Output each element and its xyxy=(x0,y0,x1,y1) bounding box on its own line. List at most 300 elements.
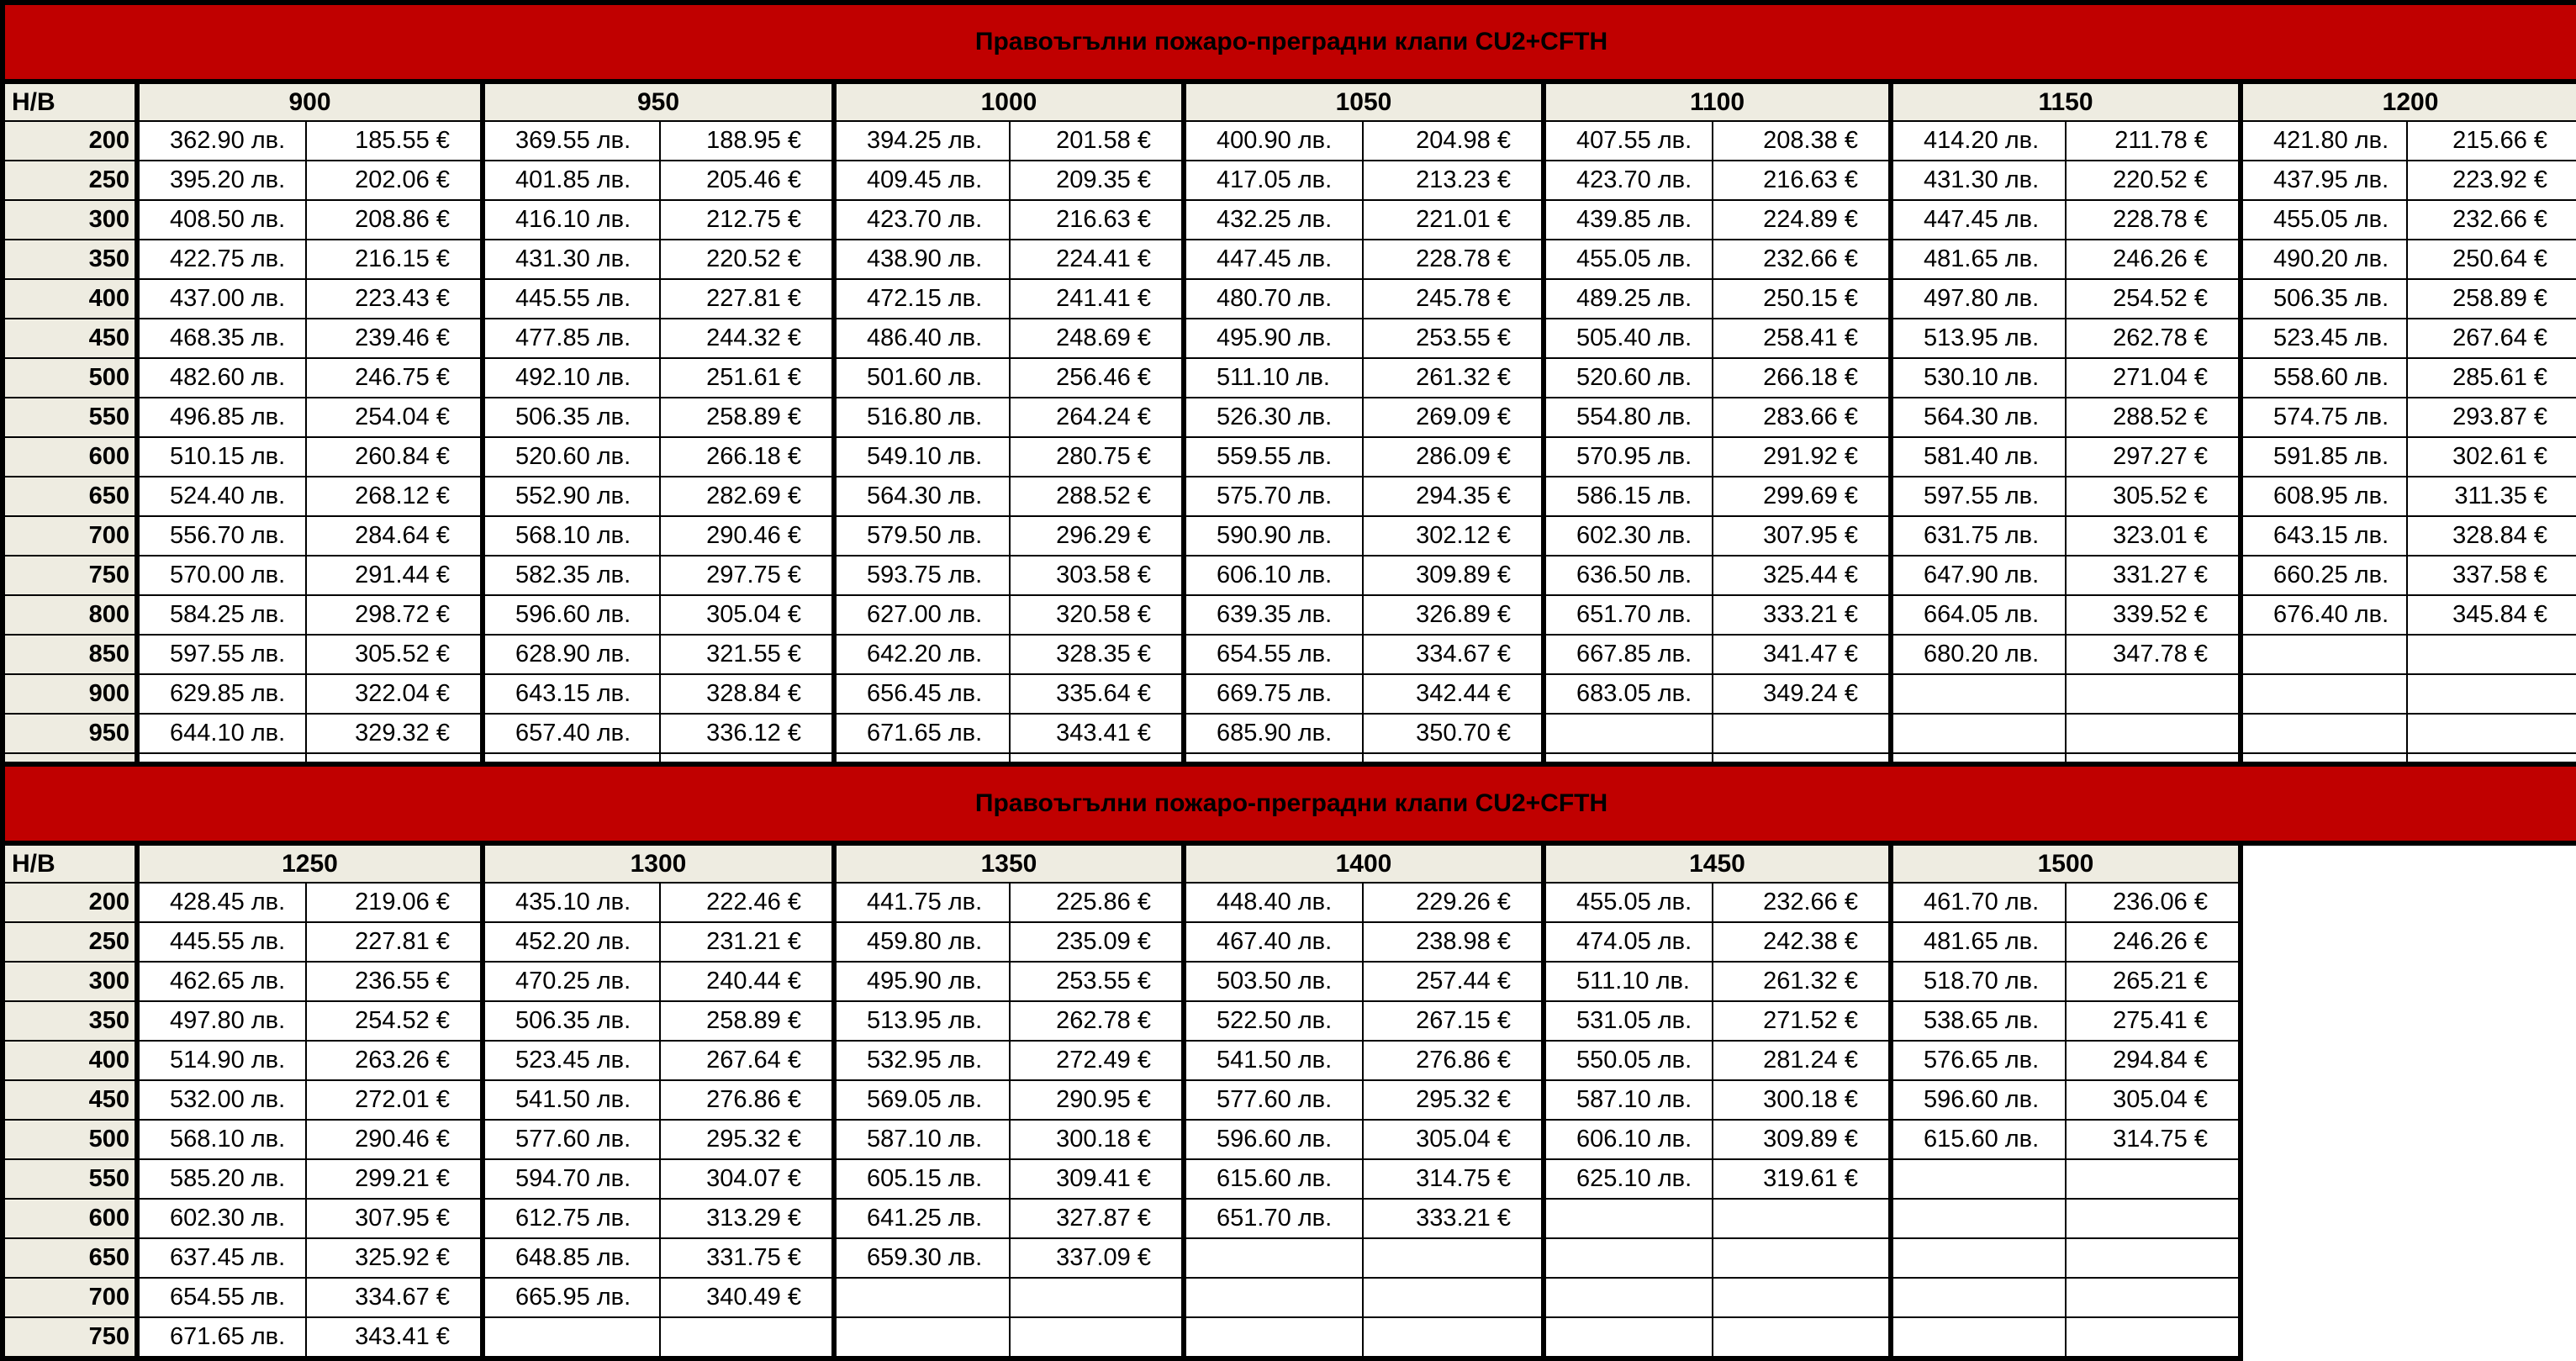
price-bgn-cell: 526.30 лв. xyxy=(1184,398,1363,437)
price-bgn-cell: 596.60 лв. xyxy=(1891,1080,2066,1120)
price-eur-cell: 314.75 € xyxy=(1363,1159,1544,1199)
price-bgn-cell: 642.20 лв. xyxy=(834,635,1010,674)
price-bgn-cell: 587.10 лв. xyxy=(834,1120,1010,1159)
price-bgn-cell: 506.35 лв. xyxy=(2241,279,2407,319)
price-bgn-cell: 671.65 лв. xyxy=(834,714,1010,753)
price-bgn-cell xyxy=(834,1278,1010,1317)
price-eur-cell: 231.21 € xyxy=(660,922,834,962)
price-bgn-cell: 538.65 лв. xyxy=(1891,1001,2066,1041)
corner-label: H/B xyxy=(3,82,137,121)
price-bgn-cell: 606.10 лв. xyxy=(1544,1120,1713,1159)
price-eur-cell: 253.55 € xyxy=(1363,319,1544,358)
price-eur-cell: 276.86 € xyxy=(660,1080,834,1120)
price-bgn-cell: 461.70 лв. xyxy=(1891,883,2066,922)
price-eur-cell: 227.81 € xyxy=(660,279,834,319)
price-eur-cell: 224.41 € xyxy=(1010,240,1184,279)
price-bgn-cell: 602.30 лв. xyxy=(137,1199,306,1238)
price-eur-cell: 223.43 € xyxy=(306,279,483,319)
price-eur-cell: 227.81 € xyxy=(306,922,483,962)
row-header-height: 950 xyxy=(3,714,137,753)
price-eur-cell: 188.95 € xyxy=(660,121,834,161)
price-bgn-cell: 432.25 лв. xyxy=(1184,200,1363,240)
price-bgn-cell: 394.25 лв. xyxy=(834,121,1010,161)
table-row xyxy=(3,398,2576,437)
price-bgn-cell: 497.80 лв. xyxy=(137,1001,306,1041)
row-header-height: 600 xyxy=(3,437,137,477)
price-eur-cell xyxy=(2066,1278,2241,1317)
price-bgn-cell: 657.40 лв. xyxy=(483,714,660,753)
price-bgn-cell: 629.85 лв. xyxy=(137,674,306,714)
price-bgn-cell: 676.40 лв. xyxy=(2241,595,2407,635)
price-bgn-cell: 584.25 лв. xyxy=(137,595,306,635)
empty-area xyxy=(2241,922,2576,962)
price-eur-cell: 260.84 € xyxy=(306,437,483,477)
price-bgn-cell: 532.00 лв. xyxy=(137,1080,306,1120)
price-bgn-cell: 497.80 лв. xyxy=(1891,279,2066,319)
price-eur-cell: 305.04 € xyxy=(660,595,834,635)
table-row xyxy=(3,279,2576,319)
price-eur-cell: 328.35 € xyxy=(1010,635,1184,674)
price-eur-cell: 311.35 € xyxy=(2407,477,2576,516)
price-eur-cell: 334.67 € xyxy=(306,1278,483,1317)
price-bgn-cell: 416.10 лв. xyxy=(483,200,660,240)
price-bgn-cell: 550.05 лв. xyxy=(1544,1041,1713,1080)
price-bgn-cell: 513.95 лв. xyxy=(834,1001,1010,1041)
price-bgn-cell: 654.55 лв. xyxy=(1184,635,1363,674)
price-bgn-cell: 664.05 лв. xyxy=(1891,595,2066,635)
price-bgn-cell: 577.60 лв. xyxy=(483,1120,660,1159)
price-bgn-cell: 631.75 лв. xyxy=(1891,516,2066,556)
price-eur-cell xyxy=(2066,674,2241,714)
price-eur-cell: 296.29 € xyxy=(1010,516,1184,556)
price-bgn-cell: 510.15 лв. xyxy=(137,437,306,477)
row-header-height: 450 xyxy=(3,319,137,358)
price-bgn-cell: 667.85 лв. xyxy=(1544,635,1713,674)
price-bgn-cell xyxy=(1891,674,2066,714)
price-eur-cell: 201.58 € xyxy=(1010,121,1184,161)
price-eur-cell: 288.52 € xyxy=(1010,477,1184,516)
price-eur-cell: 295.32 € xyxy=(1363,1080,1544,1120)
price-bgn-cell: 569.05 лв. xyxy=(834,1080,1010,1120)
price-bgn-cell xyxy=(1891,1199,2066,1238)
price-eur-cell: 208.38 € xyxy=(1713,121,1891,161)
table-row xyxy=(3,883,2576,922)
price-bgn-cell: 455.05 лв. xyxy=(1544,240,1713,279)
price-bgn-cell xyxy=(1891,1317,2066,1358)
row-header-height: 750 xyxy=(3,1317,137,1358)
price-eur-cell: 253.55 € xyxy=(1010,962,1184,1001)
price-eur-cell: 320.58 € xyxy=(1010,595,1184,635)
price-eur-cell: 295.32 € xyxy=(660,1120,834,1159)
empty-area xyxy=(2241,1001,2576,1041)
price-eur-cell: 323.01 € xyxy=(2066,516,2241,556)
price-eur-cell: 309.89 € xyxy=(1363,556,1544,595)
price-eur-cell xyxy=(1713,1199,1891,1238)
price-bgn-cell: 400.90 лв. xyxy=(1184,121,1363,161)
empty-area xyxy=(2241,1159,2576,1199)
row-header-height: 400 xyxy=(3,1041,137,1080)
price-bgn-cell: 468.35 лв. xyxy=(137,319,306,358)
price-eur-cell: 325.44 € xyxy=(1713,556,1891,595)
column-header-width: 900 xyxy=(137,82,483,121)
empty-area xyxy=(2241,883,2576,922)
price-eur-cell: 267.64 € xyxy=(2407,319,2576,358)
price-bgn-cell: 417.05 лв. xyxy=(1184,161,1363,200)
price-eur-cell: 305.52 € xyxy=(2066,477,2241,516)
column-header-width: 1500 xyxy=(1891,843,2241,883)
price-eur-cell: 328.84 € xyxy=(660,674,834,714)
empty-area xyxy=(2241,843,2576,883)
price-bgn-cell xyxy=(1184,1238,1363,1278)
price-eur-cell xyxy=(2407,674,2576,714)
price-bgn-cell xyxy=(1544,1278,1713,1317)
price-eur-cell: 271.52 € xyxy=(1713,1001,1891,1041)
price-bgn-cell: 556.70 лв. xyxy=(137,516,306,556)
price-bgn-cell: 597.55 лв. xyxy=(137,635,306,674)
price-eur-cell xyxy=(1713,714,1891,753)
table-row xyxy=(3,240,2576,279)
price-eur-cell xyxy=(1363,1278,1544,1317)
price-eur-cell: 250.15 € xyxy=(1713,279,1891,319)
price-eur-cell: 327.87 € xyxy=(1010,1199,1184,1238)
price-bgn-cell: 428.45 лв. xyxy=(137,883,306,922)
price-eur-cell: 261.32 € xyxy=(1363,358,1544,398)
price-eur-cell: 337.09 € xyxy=(1010,1238,1184,1278)
price-eur-cell: 254.52 € xyxy=(2066,279,2241,319)
price-bgn-cell: 462.65 лв. xyxy=(137,962,306,1001)
price-bgn-cell: 587.10 лв. xyxy=(1544,1080,1713,1120)
price-eur-cell: 294.35 € xyxy=(1363,477,1544,516)
price-bgn-cell: 480.70 лв. xyxy=(1184,279,1363,319)
row-header-height: 650 xyxy=(3,1238,137,1278)
price-eur-cell: 305.52 € xyxy=(306,635,483,674)
price-eur-cell: 290.95 € xyxy=(1010,1080,1184,1120)
price-eur-cell: 258.41 € xyxy=(1713,319,1891,358)
table-row xyxy=(3,358,2576,398)
price-bgn-cell: 659.30 лв. xyxy=(834,1238,1010,1278)
price-eur-cell: 262.78 € xyxy=(2066,319,2241,358)
row-header-height: 300 xyxy=(3,962,137,1001)
price-bgn-cell: 513.95 лв. xyxy=(1891,319,2066,358)
price-eur-cell: 309.89 € xyxy=(1713,1120,1891,1159)
price-eur-cell: 235.09 € xyxy=(1010,922,1184,962)
price-eur-cell: 286.09 € xyxy=(1363,437,1544,477)
price-bgn-cell: 362.90 лв. xyxy=(137,121,306,161)
empty-area xyxy=(2241,1080,2576,1120)
price-eur-cell: 321.55 € xyxy=(660,635,834,674)
price-bgn-cell: 447.45 лв. xyxy=(1891,200,2066,240)
empty-area xyxy=(2241,962,2576,1001)
price-eur-cell: 281.24 € xyxy=(1713,1041,1891,1080)
price-eur-cell: 326.89 € xyxy=(1363,595,1544,635)
price-eur-cell: 304.07 € xyxy=(660,1159,834,1199)
price-bgn-cell: 490.20 лв. xyxy=(2241,240,2407,279)
price-eur-cell: 236.55 € xyxy=(306,962,483,1001)
row-header-height: 500 xyxy=(3,1120,137,1159)
price-bgn-cell xyxy=(1891,714,2066,753)
price-bgn-cell: 577.60 лв. xyxy=(1184,1080,1363,1120)
price-eur-cell: 250.64 € xyxy=(2407,240,2576,279)
price-eur-cell xyxy=(2066,1199,2241,1238)
row-header-height: 550 xyxy=(3,1159,137,1199)
price-bgn-cell: 408.50 лв. xyxy=(137,200,306,240)
table-row xyxy=(3,1238,2576,1278)
column-header-width: 1300 xyxy=(483,843,834,883)
price-eur-cell: 232.66 € xyxy=(2407,200,2576,240)
price-eur-cell: 257.44 € xyxy=(1363,962,1544,1001)
price-bgn-cell: 369.55 лв. xyxy=(483,121,660,161)
price-eur-cell: 246.26 € xyxy=(2066,922,2241,962)
price-eur-cell: 246.26 € xyxy=(2066,240,2241,279)
price-eur-cell: 204.98 € xyxy=(1363,121,1544,161)
table-row xyxy=(3,1317,2576,1358)
table-row xyxy=(3,922,2576,962)
price-eur-cell: 336.12 € xyxy=(660,714,834,753)
price-eur-cell: 220.52 € xyxy=(2066,161,2241,200)
price-bgn-cell: 431.30 лв. xyxy=(483,240,660,279)
table-row xyxy=(3,962,2576,1001)
price-bgn-cell: 647.90 лв. xyxy=(1891,556,2066,595)
price-eur-cell: 263.26 € xyxy=(306,1041,483,1080)
price-bgn-cell: 615.60 лв. xyxy=(1891,1120,2066,1159)
price-eur-cell: 271.04 € xyxy=(2066,358,2241,398)
price-bgn-cell: 501.60 лв. xyxy=(834,358,1010,398)
price-eur-cell xyxy=(2066,714,2241,753)
price-eur-cell: 276.86 € xyxy=(1363,1041,1544,1080)
price-eur-cell: 307.95 € xyxy=(1713,516,1891,556)
price-eur-cell: 294.84 € xyxy=(2066,1041,2241,1080)
price-bgn-cell: 423.70 лв. xyxy=(834,200,1010,240)
row-header-height: 700 xyxy=(3,516,137,556)
price-bgn-cell: 585.20 лв. xyxy=(137,1159,306,1199)
price-bgn-cell: 414.20 лв. xyxy=(1891,121,2066,161)
price-bgn-cell: 579.50 лв. xyxy=(834,516,1010,556)
price-bgn-cell xyxy=(1544,714,1713,753)
price-eur-cell xyxy=(1363,1238,1544,1278)
row-header-height: 650 xyxy=(3,477,137,516)
price-bgn-cell: 651.70 лв. xyxy=(1184,1199,1363,1238)
row-header-height: 300 xyxy=(3,200,137,240)
empty-area xyxy=(2241,1041,2576,1080)
price-eur-cell: 272.49 € xyxy=(1010,1041,1184,1080)
price-eur-cell: 224.89 € xyxy=(1713,200,1891,240)
price-bgn-cell: 523.45 лв. xyxy=(2241,319,2407,358)
price-eur-cell: 213.23 € xyxy=(1363,161,1544,200)
price-bgn-cell: 532.95 лв. xyxy=(834,1041,1010,1080)
price-eur-cell: 345.84 € xyxy=(2407,595,2576,635)
price-eur-cell: 334.67 € xyxy=(1363,635,1544,674)
price-bgn-cell: 627.00 лв. xyxy=(834,595,1010,635)
price-eur-cell: 340.49 € xyxy=(660,1278,834,1317)
price-eur-cell: 222.46 € xyxy=(660,883,834,922)
price-eur-cell: 333.21 € xyxy=(1713,595,1891,635)
table-row xyxy=(3,1120,2576,1159)
price-eur-cell: 209.35 € xyxy=(1010,161,1184,200)
price-bgn-cell xyxy=(2241,635,2407,674)
price-eur-cell: 216.63 € xyxy=(1713,161,1891,200)
price-bgn-cell: 570.00 лв. xyxy=(137,556,306,595)
price-eur-cell: 290.46 € xyxy=(660,516,834,556)
price-bgn-cell: 477.85 лв. xyxy=(483,319,660,358)
price-eur-cell: 309.41 € xyxy=(1010,1159,1184,1199)
price-eur-cell: 221.01 € xyxy=(1363,200,1544,240)
price-bgn-cell: 447.45 лв. xyxy=(1184,240,1363,279)
price-bgn-cell: 522.50 лв. xyxy=(1184,1001,1363,1041)
price-bgn-cell: 596.60 лв. xyxy=(483,595,660,635)
column-header-width: 1200 xyxy=(2241,82,2576,121)
table-row xyxy=(3,635,2576,674)
price-bgn-cell xyxy=(1891,1159,2066,1199)
price-bgn-cell: 605.15 лв. xyxy=(834,1159,1010,1199)
price-eur-cell: 246.75 € xyxy=(306,358,483,398)
table-row xyxy=(3,1159,2576,1199)
price-bgn-cell: 531.05 лв. xyxy=(1544,1001,1713,1041)
price-eur-cell: 223.92 € xyxy=(2407,161,2576,200)
price-eur-cell: 331.27 € xyxy=(2066,556,2241,595)
price-bgn-cell: 506.35 лв. xyxy=(483,1001,660,1041)
price-bgn-cell: 470.25 лв. xyxy=(483,962,660,1001)
table-row xyxy=(3,595,2576,635)
column-header-width: 1350 xyxy=(834,843,1184,883)
price-bgn-cell: 452.20 лв. xyxy=(483,922,660,962)
price-bgn-cell: 423.70 лв. xyxy=(1544,161,1713,200)
empty-area xyxy=(2241,1199,2576,1238)
price-eur-cell: 297.27 € xyxy=(2066,437,2241,477)
price-bgn-cell: 582.35 лв. xyxy=(483,556,660,595)
row-header-height: 500 xyxy=(3,358,137,398)
price-eur-cell: 254.04 € xyxy=(306,398,483,437)
price-bgn-cell: 680.20 лв. xyxy=(1891,635,2066,674)
price-bgn-cell: 568.10 лв. xyxy=(137,1120,306,1159)
price-bgn-cell: 665.95 лв. xyxy=(483,1278,660,1317)
price-eur-cell: 283.66 € xyxy=(1713,398,1891,437)
price-bgn-cell: 552.90 лв. xyxy=(483,477,660,516)
column-header-width: 1100 xyxy=(1544,82,1891,121)
price-eur-cell: 258.89 € xyxy=(2407,279,2576,319)
price-bgn-cell: 455.05 лв. xyxy=(1544,883,1713,922)
price-eur-cell: 333.21 € xyxy=(1363,1199,1544,1238)
price-eur-cell: 337.58 € xyxy=(2407,556,2576,595)
price-eur-cell: 280.75 € xyxy=(1010,437,1184,477)
price-bgn-cell: 643.15 лв. xyxy=(483,674,660,714)
column-header-width: 950 xyxy=(483,82,834,121)
price-bgn-cell: 564.30 лв. xyxy=(834,477,1010,516)
price-bgn-cell: 625.10 лв. xyxy=(1544,1159,1713,1199)
price-bgn-cell: 568.10 лв. xyxy=(483,516,660,556)
price-bgn-cell: 644.10 лв. xyxy=(137,714,306,753)
price-bgn-cell: 637.45 лв. xyxy=(137,1238,306,1278)
empty-area xyxy=(2241,1120,2576,1159)
price-bgn-cell: 524.40 лв. xyxy=(137,477,306,516)
price-bgn-cell: 564.30 лв. xyxy=(1891,398,2066,437)
price-eur-cell: 319.61 € xyxy=(1713,1159,1891,1199)
row-header-height: 400 xyxy=(3,279,137,319)
table-row xyxy=(3,1041,2576,1080)
price-eur-cell: 297.75 € xyxy=(660,556,834,595)
row-header-height: 700 xyxy=(3,1278,137,1317)
price-bgn-cell: 474.05 лв. xyxy=(1544,922,1713,962)
price-bgn-cell xyxy=(1891,1278,2066,1317)
price-eur-cell: 322.04 € xyxy=(306,674,483,714)
price-eur-cell xyxy=(2066,1159,2241,1199)
price-bgn-cell: 467.40 лв. xyxy=(1184,922,1363,962)
table-row xyxy=(3,161,2576,200)
column-header-width: 1050 xyxy=(1184,82,1544,121)
price-eur-cell: 314.75 € xyxy=(2066,1120,2241,1159)
price-eur-cell xyxy=(1713,1278,1891,1317)
price-eur-cell: 208.86 € xyxy=(306,200,483,240)
row-header-height: 200 xyxy=(3,883,137,922)
row-header-height: 750 xyxy=(3,556,137,595)
price-bgn-cell: 575.70 лв. xyxy=(1184,477,1363,516)
price-eur-cell: 267.15 € xyxy=(1363,1001,1544,1041)
price-eur-cell xyxy=(2407,714,2576,753)
price-bgn-cell: 472.15 лв. xyxy=(834,279,1010,319)
price-eur-cell: 328.84 € xyxy=(2407,516,2576,556)
row-header-height: 550 xyxy=(3,398,137,437)
price-bgn-cell: 612.75 лв. xyxy=(483,1199,660,1238)
row-header-height: 800 xyxy=(3,595,137,635)
price-eur-cell: 265.21 € xyxy=(2066,962,2241,1001)
price-eur-cell xyxy=(2066,1317,2241,1358)
price-bgn-cell: 639.35 лв. xyxy=(1184,595,1363,635)
price-bgn-cell: 511.10 лв. xyxy=(1544,962,1713,1001)
price-eur-cell: 342.44 € xyxy=(1363,674,1544,714)
price-bgn-cell xyxy=(1891,1238,2066,1278)
price-bgn-cell: 590.90 лв. xyxy=(1184,516,1363,556)
price-eur-cell: 229.26 € xyxy=(1363,883,1544,922)
price-eur-cell: 325.92 € xyxy=(306,1238,483,1278)
price-eur-cell: 275.41 € xyxy=(2066,1001,2241,1041)
price-bgn-cell: 431.30 лв. xyxy=(1891,161,2066,200)
price-bgn-cell: 643.15 лв. xyxy=(2241,516,2407,556)
price-bgn-cell: 481.65 лв. xyxy=(1891,240,2066,279)
price-eur-cell: 258.89 € xyxy=(660,1001,834,1041)
price-eur-cell: 282.69 € xyxy=(660,477,834,516)
table-title: Правоъгълни пожаро-преградни клапи CU2+CFTH xyxy=(3,3,2576,82)
price-eur-cell: 251.61 € xyxy=(660,358,834,398)
price-bgn-cell: 608.95 лв. xyxy=(2241,477,2407,516)
price-eur-cell: 232.66 € xyxy=(1713,240,1891,279)
price-eur-cell: 268.12 € xyxy=(306,477,483,516)
price-bgn-cell: 437.95 лв. xyxy=(2241,161,2407,200)
row-header-height: 850 xyxy=(3,635,137,674)
price-eur-cell: 185.55 € xyxy=(306,121,483,161)
row-header-height: 600 xyxy=(3,1199,137,1238)
price-eur-cell: 215.66 € xyxy=(2407,121,2576,161)
table-row xyxy=(3,121,2576,161)
price-eur-cell: 269.09 € xyxy=(1363,398,1544,437)
price-eur-cell: 242.38 € xyxy=(1713,922,1891,962)
table-row xyxy=(3,1080,2576,1120)
price-eur-cell: 290.46 € xyxy=(306,1120,483,1159)
price-eur-cell: 261.32 € xyxy=(1713,962,1891,1001)
price-eur-cell: 228.78 € xyxy=(2066,200,2241,240)
table-row xyxy=(3,556,2576,595)
price-bgn-cell: 448.40 лв. xyxy=(1184,883,1363,922)
row-header-height: 350 xyxy=(3,1001,137,1041)
price-bgn-cell xyxy=(1184,1317,1363,1358)
price-table-2 xyxy=(0,762,2576,1350)
price-eur-cell: 305.04 € xyxy=(2066,1080,2241,1120)
price-eur-cell: 300.18 € xyxy=(1010,1120,1184,1159)
price-eur-cell: 216.63 € xyxy=(1010,200,1184,240)
price-eur-cell xyxy=(1713,1238,1891,1278)
price-eur-cell: 307.95 € xyxy=(306,1199,483,1238)
price-eur-cell: 300.18 € xyxy=(1713,1080,1891,1120)
price-eur-cell: 228.78 € xyxy=(1363,240,1544,279)
price-bgn-cell: 520.60 лв. xyxy=(1544,358,1713,398)
